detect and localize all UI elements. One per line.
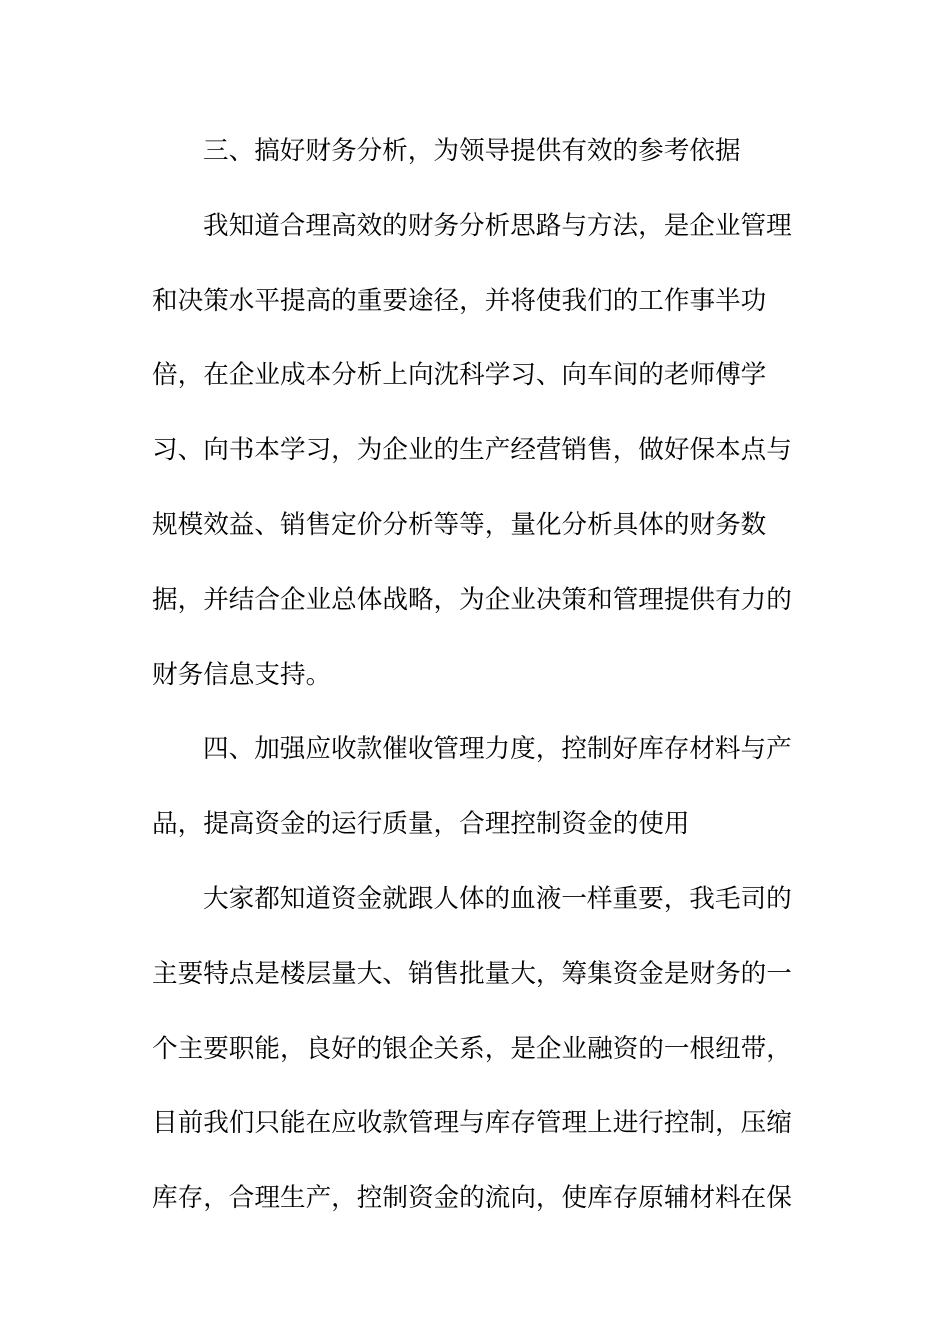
paragraph-line: 和决策水平提高的重要途径，并将使我们的工作事半功 xyxy=(152,285,767,316)
paragraph-line: 大家都知道资金就跟人体的血液一样重要，我毛司的 xyxy=(203,883,792,914)
paragraph-line: 据，并结合企业总体战略，为企业决策和管理提供有力的 xyxy=(152,584,792,615)
paragraph-line: 习、向书本学习，为企业的生产经营销售，做好保本点与 xyxy=(152,435,792,466)
paragraph-line: 规模效益、销售定价分析等等，量化分析具体的财务数 xyxy=(152,509,767,540)
section-heading-4-continued: 品，提高资金的运行质量，合理控制资金的使用 xyxy=(152,809,690,840)
paragraph-line: 库存，合理生产，控制资金的流向，使库存原辅材料在保 xyxy=(152,1183,792,1214)
paragraph-line: 目前我们只能在应收款管理与库存管理上进行控制，压缩 xyxy=(152,1108,792,1139)
paragraph-line: 倍，在企业成本分析上向沈科学习、向车间的老师傅学 xyxy=(152,360,767,391)
section-heading-4: 四、加强应收款催收管理力度，控制好库存材料与产 xyxy=(203,734,792,765)
paragraph-line: 财务信息支持。 xyxy=(152,659,332,690)
paragraph-line: 主要特点是楼层量大、销售批量大，筹集资金是财务的一 xyxy=(152,958,792,989)
paragraph-line: 我知道合理高效的财务分析思路与方法，是企业管理 xyxy=(203,210,792,241)
document-body xyxy=(152,127,792,1249)
section-heading-3: 三、搞好财务分析，为领导提供有效的参考依据 xyxy=(203,136,741,166)
paragraph-line: 个主要职能，良好的银企关系，是企业融资的一根纽带， xyxy=(152,1033,792,1064)
